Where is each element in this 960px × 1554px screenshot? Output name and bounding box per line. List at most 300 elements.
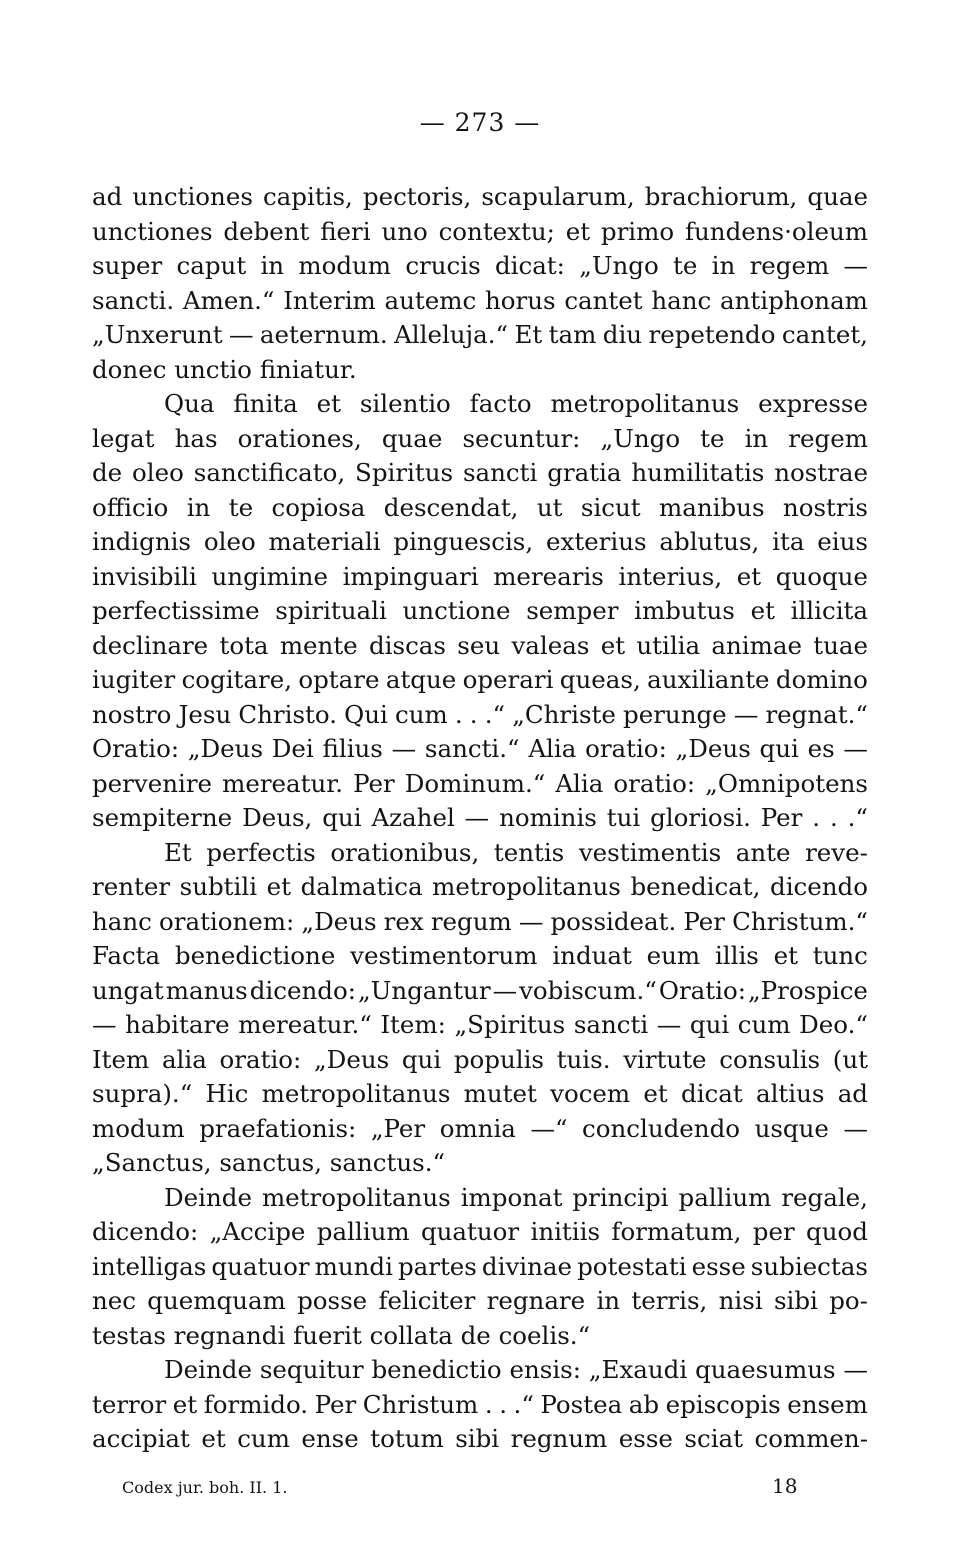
word: Postea bbox=[540, 1389, 623, 1419]
word: Christum.“ bbox=[732, 906, 868, 936]
word: partes bbox=[397, 1251, 477, 1281]
word: potestati bbox=[577, 1251, 687, 1281]
word: ense bbox=[301, 1424, 359, 1453]
word: merearis bbox=[493, 561, 604, 591]
word: mundi bbox=[314, 1251, 393, 1281]
word: „Omnipotens bbox=[705, 768, 868, 798]
word: sancti bbox=[462, 458, 538, 487]
text-line bbox=[92, 1215, 868, 1250]
word: sciat bbox=[684, 1424, 744, 1453]
word: ungat bbox=[92, 975, 164, 1005]
word: ungimine bbox=[211, 561, 328, 591]
word: .“ bbox=[484, 699, 506, 729]
word: oleo bbox=[132, 458, 184, 487]
word: crucis bbox=[405, 251, 481, 280]
word: terror bbox=[92, 1389, 167, 1419]
word: debent bbox=[223, 216, 310, 246]
word: unctione bbox=[402, 596, 511, 625]
word: es bbox=[807, 734, 835, 763]
word: invisibili bbox=[92, 561, 197, 591]
text-line bbox=[92, 422, 868, 457]
word: uno bbox=[381, 216, 428, 246]
word: principi bbox=[572, 1182, 669, 1212]
word: . bbox=[484, 1389, 493, 1419]
word: — bbox=[92, 1010, 117, 1039]
word: illicita bbox=[790, 596, 868, 625]
page-number: — 273 — bbox=[419, 108, 541, 137]
word: dicendo: bbox=[249, 975, 356, 1005]
word: has bbox=[174, 423, 218, 453]
word: Oratio: bbox=[92, 734, 180, 763]
word: cum bbox=[737, 1010, 791, 1039]
word: officio bbox=[92, 492, 169, 522]
word: super bbox=[92, 251, 163, 280]
word: imbutus bbox=[634, 596, 735, 625]
word: Et bbox=[514, 320, 543, 349]
word: esse bbox=[618, 1424, 673, 1453]
word: nec bbox=[92, 1286, 136, 1315]
text-line bbox=[92, 456, 868, 491]
word: ad bbox=[92, 182, 123, 211]
word: sancti.“ bbox=[424, 734, 520, 763]
text-line bbox=[92, 1422, 868, 1457]
word: benedicat, bbox=[630, 872, 761, 901]
word: . bbox=[469, 699, 478, 729]
text-line bbox=[92, 767, 868, 802]
text-line bbox=[92, 905, 868, 940]
word: vestimentis bbox=[578, 837, 722, 867]
word: legat bbox=[92, 423, 155, 453]
word: „Deus bbox=[187, 734, 264, 763]
word: initiis bbox=[530, 1217, 601, 1246]
word: cogitare, bbox=[181, 665, 293, 694]
text-line bbox=[92, 560, 868, 595]
word: gratia bbox=[547, 458, 622, 487]
word: Per bbox=[683, 906, 725, 936]
word: Facta bbox=[92, 941, 161, 970]
word: — bbox=[518, 906, 544, 936]
word: tuae bbox=[813, 630, 868, 660]
word: —“ bbox=[530, 1113, 568, 1143]
word: pallium bbox=[678, 1182, 772, 1212]
word: facto bbox=[469, 389, 532, 418]
word: Deinde bbox=[164, 1182, 252, 1212]
word: — bbox=[843, 1113, 868, 1143]
word: formido. bbox=[203, 1389, 309, 1419]
word: „Accipe bbox=[209, 1217, 306, 1246]
word: humilitatis bbox=[631, 458, 765, 487]
word: benedictio bbox=[371, 1355, 502, 1384]
word: modum bbox=[298, 251, 392, 280]
text-line bbox=[92, 663, 868, 698]
word: animae bbox=[711, 630, 802, 660]
word: queas, bbox=[559, 665, 641, 694]
word: materiali bbox=[268, 527, 381, 556]
word: in bbox=[744, 423, 769, 453]
word: modum bbox=[92, 1113, 185, 1143]
text-line bbox=[92, 525, 868, 560]
word: nominis bbox=[499, 803, 597, 832]
word: ensem bbox=[787, 1389, 868, 1419]
word: sanctificato, bbox=[193, 458, 346, 487]
word: Item: bbox=[380, 1010, 446, 1039]
word: te bbox=[673, 251, 698, 280]
word: ad bbox=[837, 1079, 868, 1108]
word: „Ungo bbox=[579, 251, 659, 280]
word: mutet bbox=[463, 1079, 537, 1108]
word: eius bbox=[817, 527, 868, 556]
word: altius bbox=[755, 1079, 825, 1108]
word: et bbox=[736, 561, 762, 591]
word: feliciter bbox=[378, 1286, 476, 1315]
word: regale, bbox=[781, 1182, 868, 1212]
word: expresse bbox=[758, 389, 868, 418]
word: Deus, bbox=[242, 803, 313, 832]
word: perfectis bbox=[206, 837, 316, 867]
text-line bbox=[92, 801, 868, 836]
word: Dominum.“ bbox=[404, 768, 546, 798]
word: metropolitanus bbox=[550, 389, 740, 418]
text-line bbox=[92, 974, 868, 1009]
word: — bbox=[843, 251, 868, 280]
word: te bbox=[228, 492, 254, 522]
text-line bbox=[92, 870, 868, 905]
word: Jesu bbox=[178, 699, 232, 729]
text-line: „Sanctus, sanctus, sanctus.“ bbox=[92, 1148, 446, 1177]
text-line bbox=[92, 1353, 868, 1388]
word: mente bbox=[279, 630, 358, 660]
word: tuis. bbox=[556, 1044, 611, 1074]
word: et bbox=[172, 1389, 198, 1419]
word: formatum, bbox=[611, 1217, 742, 1246]
text-line bbox=[92, 939, 868, 974]
word: Alleluja.“ bbox=[394, 320, 509, 349]
word: ita bbox=[772, 527, 805, 556]
word: praefationis: bbox=[199, 1113, 357, 1143]
word: — bbox=[492, 975, 518, 1005]
word: semper bbox=[526, 596, 619, 625]
word: intelligas bbox=[92, 1251, 207, 1281]
word: ablutus, bbox=[659, 527, 760, 556]
word: quae bbox=[807, 182, 868, 211]
word: ante bbox=[735, 837, 791, 867]
word: sibi bbox=[773, 1286, 818, 1315]
word: „Unxerunt bbox=[92, 320, 223, 349]
word: caput bbox=[176, 251, 247, 280]
word: „Deus bbox=[313, 1044, 390, 1074]
word: vocem bbox=[550, 1079, 631, 1108]
word: Amen.“ bbox=[182, 285, 275, 315]
word: sancti. bbox=[92, 285, 175, 315]
word: accipiat bbox=[92, 1424, 190, 1453]
word: episcopis bbox=[665, 1389, 781, 1419]
text-line bbox=[92, 249, 868, 284]
word: tam bbox=[548, 320, 597, 349]
text-line bbox=[92, 1008, 868, 1043]
word: regem bbox=[788, 423, 868, 453]
word: seu bbox=[457, 630, 501, 660]
word: et bbox=[565, 216, 591, 246]
word: qui bbox=[401, 1044, 442, 1074]
word: mereatur.“ bbox=[238, 1010, 372, 1039]
word: pervenire bbox=[92, 768, 213, 798]
text-line bbox=[92, 698, 868, 733]
word: gloriosi. bbox=[650, 803, 751, 832]
word: Oratio: bbox=[658, 975, 746, 1005]
word: Per bbox=[314, 1389, 357, 1419]
word: nostris bbox=[782, 492, 868, 522]
text-line bbox=[92, 180, 868, 215]
word: . bbox=[499, 1389, 507, 1419]
word: esse bbox=[691, 1251, 746, 1281]
word: valeas bbox=[511, 630, 590, 660]
text-line bbox=[92, 594, 868, 629]
word: brachiorum, bbox=[644, 182, 798, 211]
text-line bbox=[92, 1112, 868, 1147]
word: regem bbox=[749, 251, 830, 280]
word: „Deus bbox=[675, 734, 751, 763]
word: .“ bbox=[513, 1389, 534, 1419]
word: capitis, bbox=[262, 182, 353, 211]
word: — bbox=[843, 1355, 868, 1384]
word: in bbox=[711, 251, 736, 280]
text-line bbox=[92, 1284, 868, 1319]
word: perunge bbox=[623, 699, 727, 729]
footer-signature: Codex jur. boh. II. 1. bbox=[122, 1478, 288, 1497]
word: de bbox=[92, 458, 123, 487]
word: repetendo bbox=[648, 320, 776, 349]
word: „Exaudi bbox=[588, 1355, 688, 1384]
word: (ut bbox=[832, 1044, 868, 1074]
sheet-number: 18 bbox=[772, 1474, 798, 1498]
word: virtute bbox=[623, 1044, 707, 1074]
word: et bbox=[643, 1079, 668, 1108]
word: usque bbox=[754, 1113, 829, 1143]
word: declinare bbox=[92, 630, 209, 660]
word: tui bbox=[606, 803, 641, 832]
word: orationibus, bbox=[330, 837, 480, 867]
word: Alia bbox=[555, 768, 604, 798]
word: regnat.“ bbox=[765, 699, 868, 729]
text-line: donec unctio finiatur. bbox=[92, 354, 357, 384]
word: oratio: bbox=[585, 734, 667, 763]
word: vobiscum.“ bbox=[519, 975, 657, 1005]
word: „Per bbox=[370, 1113, 426, 1143]
word: Dei bbox=[271, 734, 314, 763]
word: tunc bbox=[812, 941, 868, 970]
word: per bbox=[752, 1217, 795, 1246]
word: cum bbox=[237, 1424, 290, 1453]
word: primo bbox=[600, 216, 675, 246]
word: . bbox=[812, 803, 821, 832]
word: totum bbox=[370, 1424, 444, 1453]
word: divinae bbox=[481, 1251, 573, 1281]
word: perfectissime bbox=[92, 596, 260, 625]
word: in bbox=[260, 251, 285, 280]
word: Interim bbox=[283, 285, 376, 315]
word: ensis: bbox=[509, 1355, 581, 1384]
word: Item bbox=[92, 1044, 150, 1074]
text-line bbox=[92, 318, 868, 353]
word: manus bbox=[165, 975, 248, 1005]
word: consulis bbox=[719, 1044, 821, 1074]
word: regnare bbox=[486, 1286, 586, 1315]
word: tota bbox=[219, 630, 269, 660]
word: hanc bbox=[92, 906, 152, 936]
word: et bbox=[750, 596, 775, 625]
text-line bbox=[92, 732, 868, 767]
word: omnia bbox=[439, 1113, 516, 1143]
word: subiectas bbox=[750, 1251, 868, 1281]
word: oratio: bbox=[219, 1044, 302, 1074]
word: supra).“ bbox=[92, 1079, 193, 1108]
word: — bbox=[656, 1010, 682, 1039]
text-line bbox=[92, 1388, 868, 1423]
word: orationes, bbox=[237, 423, 362, 453]
word: qui bbox=[759, 734, 799, 763]
word: fieri bbox=[320, 216, 371, 246]
text-line bbox=[92, 284, 868, 319]
word: copiosa bbox=[271, 492, 366, 522]
word: unctiones bbox=[92, 216, 213, 246]
word: Azahel bbox=[371, 803, 455, 832]
word: — bbox=[228, 320, 254, 349]
text-line bbox=[92, 629, 868, 664]
word: „Deus bbox=[301, 906, 377, 936]
word: sibi bbox=[455, 1424, 500, 1453]
word: interius, bbox=[618, 561, 723, 591]
word: renter bbox=[92, 872, 171, 901]
word: — bbox=[733, 699, 759, 729]
word: regnum bbox=[510, 1424, 608, 1453]
word: nisi bbox=[718, 1286, 763, 1315]
word: Qui bbox=[344, 699, 388, 729]
word: antiphonam bbox=[720, 285, 868, 315]
word: nostrae bbox=[774, 458, 868, 487]
text-line bbox=[92, 491, 868, 526]
word: finita bbox=[233, 389, 298, 418]
word: cum bbox=[394, 699, 448, 729]
word: vestimentorum bbox=[350, 941, 538, 970]
word: optare bbox=[298, 665, 380, 694]
word: benedictione bbox=[174, 941, 336, 970]
word: spirituali bbox=[275, 596, 387, 625]
word: cantet bbox=[564, 285, 643, 315]
word: metropolitanus bbox=[261, 1079, 451, 1108]
word: reve- bbox=[805, 837, 868, 867]
text-line bbox=[92, 1043, 868, 1078]
word: concludendo bbox=[582, 1113, 741, 1143]
word: sequitur bbox=[259, 1355, 364, 1384]
word: tentis bbox=[493, 837, 565, 867]
word: regum bbox=[430, 906, 512, 936]
word: Christo. bbox=[238, 699, 337, 729]
word: posse bbox=[297, 1286, 368, 1315]
word: quod bbox=[806, 1217, 868, 1246]
word: dicendo bbox=[770, 872, 868, 901]
text-line bbox=[92, 215, 868, 250]
text-line bbox=[92, 836, 868, 871]
text-line bbox=[92, 387, 868, 422]
word: aeternum. bbox=[259, 320, 388, 349]
word: unctiones bbox=[132, 182, 253, 211]
word: iugiter bbox=[92, 665, 176, 694]
word: autemc bbox=[384, 285, 477, 315]
word: ab bbox=[628, 1389, 660, 1419]
word: cantet, bbox=[781, 320, 868, 349]
word: habitare bbox=[125, 1010, 230, 1039]
word: Spiritus bbox=[355, 458, 454, 487]
word: filius bbox=[322, 734, 383, 763]
word: impinguari bbox=[342, 561, 479, 591]
word: metropolitanus bbox=[261, 1182, 451, 1212]
word: diu bbox=[602, 320, 643, 349]
word: induat bbox=[552, 941, 632, 970]
word: .“ bbox=[847, 803, 868, 832]
word: oratio: bbox=[613, 768, 696, 798]
word: quae bbox=[381, 423, 443, 453]
word: Hic bbox=[205, 1079, 249, 1108]
word: Qua bbox=[164, 389, 215, 418]
word: rex bbox=[383, 906, 424, 936]
word: quatuor bbox=[420, 1217, 520, 1246]
word: Deinde bbox=[164, 1355, 252, 1384]
word: „Ungantur bbox=[358, 975, 491, 1005]
word: po- bbox=[829, 1286, 868, 1315]
body-text bbox=[92, 180, 868, 1457]
word: „Prospice bbox=[747, 975, 868, 1005]
word: horus bbox=[484, 285, 556, 315]
word: alia bbox=[161, 1044, 207, 1074]
text-line bbox=[92, 1181, 868, 1216]
word: subtili bbox=[179, 872, 258, 901]
word: manibus bbox=[659, 492, 765, 522]
word: Per bbox=[353, 768, 395, 798]
word: oleo bbox=[203, 527, 256, 556]
word: scapularum, bbox=[481, 182, 635, 211]
word: imponat bbox=[460, 1182, 563, 1212]
word: quoque bbox=[775, 561, 868, 591]
word: et bbox=[316, 389, 341, 418]
word: in bbox=[186, 492, 211, 522]
word: nostro bbox=[92, 699, 172, 729]
word: Et bbox=[164, 837, 192, 867]
word: dalmatica bbox=[300, 872, 423, 901]
word: et bbox=[600, 630, 626, 660]
word: Christum bbox=[362, 1389, 479, 1419]
word: quaesumus bbox=[695, 1355, 836, 1384]
word: Per bbox=[760, 803, 803, 832]
word: et bbox=[266, 872, 291, 901]
text-line bbox=[92, 1250, 868, 1285]
word: metropolitanus bbox=[432, 872, 621, 901]
word: qui bbox=[689, 1010, 730, 1039]
word: terris, bbox=[631, 1286, 708, 1315]
word: sancti bbox=[573, 1010, 649, 1039]
word: et bbox=[201, 1424, 226, 1453]
word: dicat bbox=[681, 1079, 743, 1108]
word: . bbox=[829, 803, 838, 832]
word: dicat: bbox=[494, 251, 565, 280]
word: pectoris, bbox=[362, 182, 472, 211]
word: secuntur: bbox=[462, 423, 581, 453]
word: — bbox=[391, 734, 417, 763]
text-line: testas regnandi fuerit collata de coelis.“ bbox=[92, 1320, 591, 1350]
word: orationem: bbox=[159, 906, 295, 936]
word: operari bbox=[462, 665, 554, 694]
word: quatuor bbox=[211, 1251, 310, 1281]
word: qui bbox=[322, 803, 362, 832]
